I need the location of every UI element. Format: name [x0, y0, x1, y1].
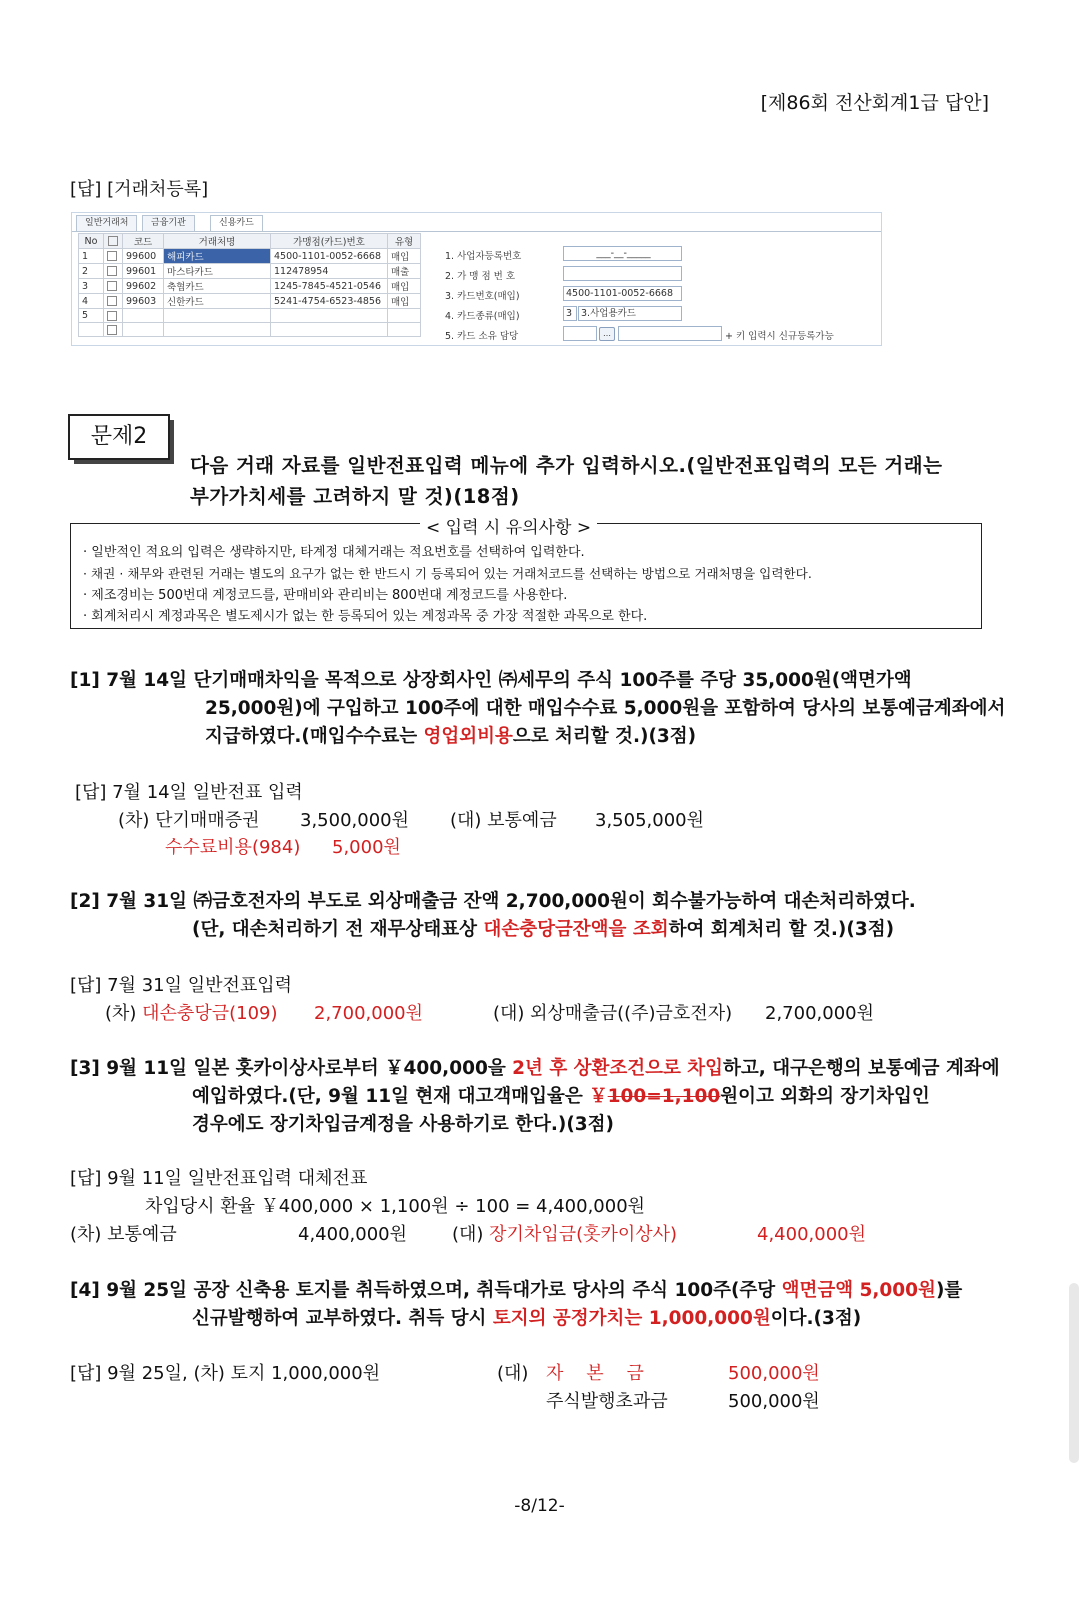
row-code — [123, 309, 164, 323]
answer-1-credit: (대) 보통예금 — [450, 810, 557, 831]
row-code: 99601 — [123, 264, 164, 279]
answer-2-credit-amount: 2,700,000원 — [765, 1003, 874, 1024]
row-no: 3 — [79, 279, 104, 294]
grid-header-row — [79, 234, 421, 249]
row-checkbox[interactable] — [107, 325, 117, 335]
answer-3-rate: 차입당시 환율 ￥400,000 × 1,100원 ÷ 100 = 4,400,000원 — [145, 1196, 646, 1217]
col-type: 유형 — [388, 234, 421, 249]
problem-4-line1 — [70, 1276, 962, 1302]
row-card-number — [271, 309, 388, 323]
card-number-input[interactable]: 4500-1101-0052-6668 — [563, 286, 682, 301]
col-card-number: 가맹점(카드)번호 — [271, 234, 388, 249]
row-type: 매출 — [388, 264, 421, 279]
highlight-text: 100=1,100 — [607, 1086, 721, 1107]
text: (차) — [105, 1003, 143, 1024]
answer-2-title: [답] 7월 31일 일반전표입력 — [70, 975, 293, 996]
row-check — [104, 323, 123, 337]
highlight-text: ￥ — [589, 1086, 608, 1107]
note-item: · 제조경비는 500번대 계정코드를, 판매비와 관리비는 800번대 계정코드를 사용한다. — [83, 588, 568, 603]
answer-3-credit-amount: 4,400,000원 — [757, 1224, 866, 1245]
page-number: -8/12- — [514, 1496, 565, 1516]
highlight-text: 대손충당금(109) — [142, 1003, 278, 1024]
row-card-number: 5241-4754-6523-4856 — [271, 294, 388, 309]
text: 예입하였다.(단, 9월 11일 현재 대고객매입율은 — [192, 1086, 590, 1107]
note-item: · 채권 · 채무와 관련된 거래는 별도의 요구가 없는 한 반드시 기 등록되어 있는 거래처코드를 선택하는 방법으로 거래처명을 입력한다. — [83, 566, 812, 581]
row-check — [104, 279, 123, 294]
new-register-hint: + 키 입력시 신규등록가능 — [725, 331, 834, 342]
row-name: 축협카드 — [164, 279, 271, 294]
row-checkbox[interactable] — [107, 311, 117, 321]
highlight-text: 토지의 공정가치는 1,000,000원 — [492, 1308, 771, 1329]
problem-3-line1 — [70, 1054, 1000, 1080]
note-item: · 일반적인 적요의 입력은 생략하지만, 타계정 대체거래는 적요번호를 선택하여 입력한다. — [83, 545, 585, 560]
text: 지급하였다.(매입수수료는 — [205, 726, 424, 747]
text: (대) — [452, 1224, 490, 1245]
scrollbar[interactable] — [1069, 1283, 1079, 1463]
table-row[interactable] — [79, 264, 421, 279]
col-name: 거래처명 — [164, 234, 271, 249]
tab-bar — [72, 215, 881, 232]
highlight-text: 장기차입금(홋카이상사) — [489, 1224, 678, 1245]
text: 으로 처리할 것.)(3점) — [512, 726, 697, 747]
answer-1-fee: 수수료비용(984) — [165, 837, 301, 858]
answer-3-credit — [452, 1220, 677, 1246]
answer-1-debit: (차) 단기매매증권 — [118, 810, 260, 831]
answer-2-debit-amount: 2,700,000원 — [314, 1003, 423, 1024]
row-check — [104, 264, 123, 279]
problem-1-line1: [1] 7월 14일 단기매매차익을 목적으로 상장회사인 ㈜세무의 주식 100주를 주당 35,000원(액면가액 — [70, 670, 912, 691]
row-no — [79, 323, 104, 337]
answer-3-debit: (차) 보통예금 — [70, 1224, 177, 1245]
text: [4] 9월 25일 공장 신축용 토지를 취득하였으며, 취득대가로 당사의 주식 100주(주당 — [70, 1280, 782, 1301]
note-item: · 회계처리시 계정과목은 별도제시가 없는 한 등록되어 있는 계정과목 중 가장 적절한 과목으로 한다. — [83, 609, 648, 624]
row-type — [388, 309, 421, 323]
merchant-number-input[interactable] — [563, 266, 682, 281]
row-check — [104, 309, 123, 323]
card-type-value[interactable]: 3.사업용카드 — [578, 306, 682, 321]
text: 이다.(3점) — [770, 1308, 862, 1329]
row-no: 4 — [79, 294, 104, 309]
question-label: 문제2 — [68, 414, 170, 460]
col-code: 코드 — [123, 234, 164, 249]
label-card-number: 3. 카드번호(매입) — [445, 291, 520, 302]
row-code: 99602 — [123, 279, 164, 294]
text: 신규발행하여 교부하였다. 취득 당시 — [192, 1308, 493, 1329]
row-type — [388, 323, 421, 337]
answer-2-credit: (대) 외상매출금((주)금호전자) — [493, 1003, 733, 1024]
row-code — [123, 323, 164, 337]
row-code: 99600 — [123, 249, 164, 264]
row-name: 마스타카드 — [164, 264, 271, 279]
col-no: No — [79, 234, 104, 249]
text: (단, 대손처리하기 전 재무상태표상 — [192, 919, 484, 940]
business-number-input[interactable]: ___-__-_____ — [563, 246, 682, 261]
answer-3-title: [답] 9월 11일 일반전표입력 대체전표 — [70, 1168, 368, 1189]
answer-1-fee-amount: 5,000원 — [332, 837, 401, 858]
answer-4-capital-amount: 500,000원 — [728, 1363, 820, 1384]
text: 원이고 외화의 장기차입인 — [720, 1086, 930, 1107]
highlight-text: 2년 후 상환조건으로 차입 — [512, 1058, 724, 1079]
answer-4-debit: [답] 9월 25일, (차) 토지 1,000,000원 — [70, 1363, 381, 1384]
table-row[interactable] — [79, 294, 421, 309]
row-name: 해피카드 — [164, 249, 271, 264]
client-grid — [78, 233, 421, 337]
tab-financial-institution[interactable]: 금융기관 — [142, 215, 195, 231]
problem-2-line1: [2] 7월 31일 ㈜금호전자의 부도로 외상매출금 잔액 2,700,000원이 회수불가능하여 대손처리하였다. — [70, 891, 916, 912]
label-card-owner: 5. 카드 소유 담당 — [445, 331, 519, 342]
text: 하여 회계처리 할 것.)(3점) — [668, 919, 895, 940]
row-type: 매입 — [388, 279, 421, 294]
row-card-number: 112478954 — [271, 264, 388, 279]
row-type: 매입 — [388, 249, 421, 264]
text: 하고, 대구은행의 보통예금 계좌에 — [723, 1058, 1000, 1079]
answer-1-debit-amount: 3,500,000원 — [300, 810, 409, 831]
row-card-number: 1245-7845-4521-0546 — [271, 279, 388, 294]
document-header: [제86회 전산회계1급 답안] — [760, 92, 989, 114]
row-checkbox[interactable] — [107, 281, 117, 291]
problem-1-line3 — [205, 722, 696, 748]
tab-credit-card[interactable]: 신용카드 — [210, 215, 263, 231]
answer-1-title: [답] 7월 14일 일반전표 입력 — [75, 782, 303, 803]
problem-3-line3: 경우에도 장기차입금계정을 사용하기로 한다.)(3점) — [192, 1114, 615, 1135]
row-check — [104, 294, 123, 309]
problem-4-line2 — [192, 1304, 861, 1330]
table-row[interactable] — [79, 309, 421, 323]
lookup-icon[interactable]: … — [599, 327, 615, 341]
answer-3-debit-amount: 4,400,000원 — [298, 1224, 407, 1245]
problem-2-line2 — [192, 915, 894, 941]
row-card-number: 4500-1101-0052-6668 — [271, 249, 388, 264]
card-owner-code-input[interactable] — [563, 326, 597, 341]
label-card-type: 4. 카드종류(매입) — [445, 311, 520, 322]
highlight-text: 대손충당금잔액을 조회 — [483, 919, 669, 940]
answer-4-premium-amount: 500,000원 — [728, 1391, 820, 1412]
label-merchant-number: 2. 가 맹 점 번 호 — [445, 271, 516, 282]
row-no: 2 — [79, 264, 104, 279]
checkbox-all[interactable] — [108, 236, 118, 246]
row-checkbox[interactable] — [107, 251, 117, 261]
highlight-text: 액면금액 5,000원 — [781, 1280, 936, 1301]
tab-general-client[interactable]: 일반거래처 — [76, 215, 137, 231]
row-checkbox[interactable] — [107, 296, 117, 306]
answer-4-credit-label: (대) — [497, 1363, 529, 1384]
text: )를 — [935, 1280, 963, 1301]
text: [3] 9월 11일 일본 홋카이상사로부터 ￥400,000을 — [70, 1058, 513, 1079]
row-type: 매입 — [388, 294, 421, 309]
question-instruction-line1: 다음 거래 자료를 일반전표입력 메뉴에 추가 입력하시오.(일반전표입력의 모든 거래는 — [190, 454, 943, 477]
row-code: 99603 — [123, 294, 164, 309]
client-registration-screenshot — [71, 212, 882, 346]
row-check — [104, 249, 123, 264]
row-name — [164, 309, 271, 323]
col-check — [104, 234, 123, 249]
row-checkbox[interactable] — [107, 266, 117, 276]
answer-1-credit-amount: 3,505,000원 — [595, 810, 704, 831]
highlight-text: 영업외비용 — [423, 726, 513, 747]
row-no: 5 — [79, 309, 104, 323]
answer-4-premium: 주식발행초과금 — [546, 1391, 668, 1412]
table-row[interactable] — [79, 323, 421, 337]
card-owner-name-input[interactable] — [618, 326, 722, 341]
row-name: 신한카드 — [164, 294, 271, 309]
question-instruction-line2: 부가가치세를 고려하지 말 것)(18점) — [190, 485, 520, 508]
notes-title: < 입력 시 유의사항 > — [420, 513, 597, 538]
row-no: 1 — [79, 249, 104, 264]
problem-3-line2 — [192, 1082, 930, 1108]
label-business-number: 1. 사업자등록번호 — [445, 251, 522, 262]
answer-label-registration: [답] [거래처등록] — [70, 179, 209, 200]
answer-4-capital: 자 본 금 — [546, 1363, 644, 1384]
card-type-code-input[interactable]: 3 — [563, 306, 577, 321]
row-name — [164, 323, 271, 337]
row-card-number — [271, 323, 388, 337]
table-row[interactable] — [79, 249, 421, 264]
table-row[interactable] — [79, 279, 421, 294]
problem-1-line2: 25,000원)에 구입하고 100주에 대한 매입수수료 5,000원을 포함하여 당사의 보통예금계좌에서 — [205, 698, 1006, 719]
answer-2-debit — [105, 999, 278, 1025]
